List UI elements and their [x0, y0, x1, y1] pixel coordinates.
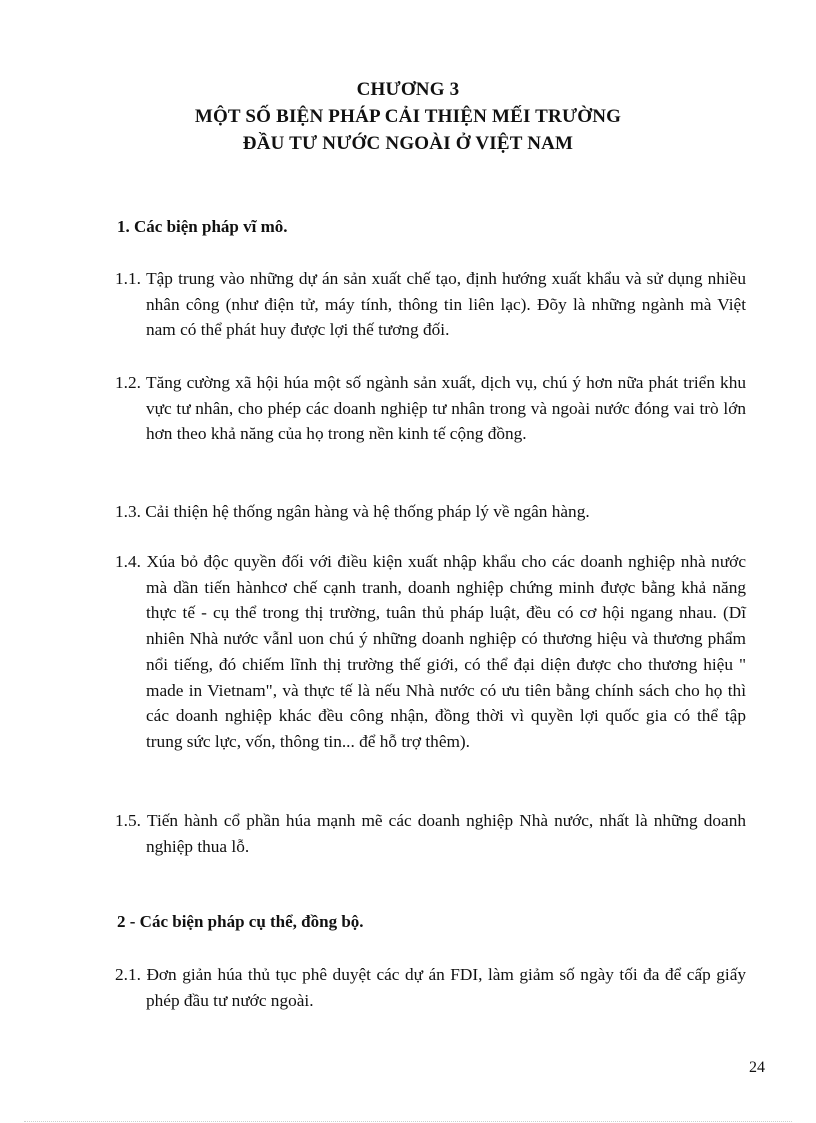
chapter-number: CHƯƠNG 3	[356, 79, 460, 100]
list-item-2-1	[115, 962, 746, 1013]
item-text: Tập trung vào những dự án sản xuất chế tạo, định hướng xuất khẩu và sử dụng nhiều nhân công (như điện tử, máy tính, thông tin liên lạc). Đõy là những ngành mà Việt nam có thể phát huy được lợi thế tương đối.	[146, 269, 746, 340]
section-heading-2: 2 - Các biện pháp cụ thể, đồng bộ.	[117, 912, 364, 931]
item-number: 1.3.	[115, 502, 141, 521]
page-bottom-divider	[24, 1121, 792, 1122]
page-number: 24	[749, 1059, 765, 1076]
list-item-1-2	[115, 370, 746, 447]
list-item-1-4	[115, 549, 746, 755]
item-text: Xúa bỏ độc quyền đối với điều kiện xuất nhập khẩu cho các doanh nghiệp nhà nước mà dần tiến hànhcơ chế cạnh tranh, doanh nghiệp chứng minh được bằng khả năng thực tế - cụ thể trong thị trường, tuân thủ pháp luật, đều có cơ hội ngang nhau. (Dĩ nhiên Nhà nước vẫnl uon chú ý những doanh nghiệp có thương hiệu và thương phẩm nổi tiếng, đó chiếm lĩnh thị trường thế giới, có thể đại diện được cho thương hiệu " made in Vietnam", và thực tế là nếu Nhà nước có ưu tiên bằng chính sách cho họ thì các doanh nghiệp khác đều công nhận, đồng thời vì quyền lợi quốc gia có thể tập trung sức lực, vốn, thông tin... để hỗ trợ thêm).	[146, 552, 746, 751]
item-text: Tiến hành cổ phần húa mạnh mẽ các doanh nghiệp Nhà nước, nhất là những doanh nghiệp thua lỗ.	[146, 811, 746, 856]
item-number: 1.1.	[115, 269, 141, 288]
item-number: 1.5.	[115, 811, 141, 830]
chapter-title-line-1: MỘT SỐ BIỆN PHÁP CẢI THIỆN MẾI TRƯỜNG	[194, 106, 622, 127]
chapter-title-line-2: ĐẦU TƯ NƯỚC NGOÀI Ở VIỆT NAM	[242, 133, 574, 154]
item-text: Đơn giản húa thủ tục phê duyệt các dự án FDI, làm giảm số ngày tối đa để cấp giấy phép đầu tư nước ngoài.	[146, 965, 747, 1010]
item-number: 1.2.	[115, 373, 141, 392]
section-heading-1: 1. Các biện pháp vĩ mô.	[117, 217, 288, 236]
chapter-title	[100, 76, 716, 157]
list-item-1-5	[115, 808, 746, 859]
list-item-1-1	[115, 266, 746, 343]
item-text: Cải thiện hệ thống ngân hàng và hệ thống pháp lý về ngân hàng.	[145, 502, 590, 521]
item-number: 2.1.	[115, 965, 141, 984]
item-number: 1.4.	[115, 552, 141, 571]
item-text: Tăng cường xã hội húa một số ngành sản xuất, dịch vụ, chú ý hơn nữa phát triển khu vực tư nhân, cho phép các doanh nghiệp tư nhân trong và ngoài nước đóng vai trò lớn hơn theo khả năng của họ trong nền kinh tế cộng đồng.	[146, 373, 746, 444]
list-item-1-3	[115, 499, 746, 525]
